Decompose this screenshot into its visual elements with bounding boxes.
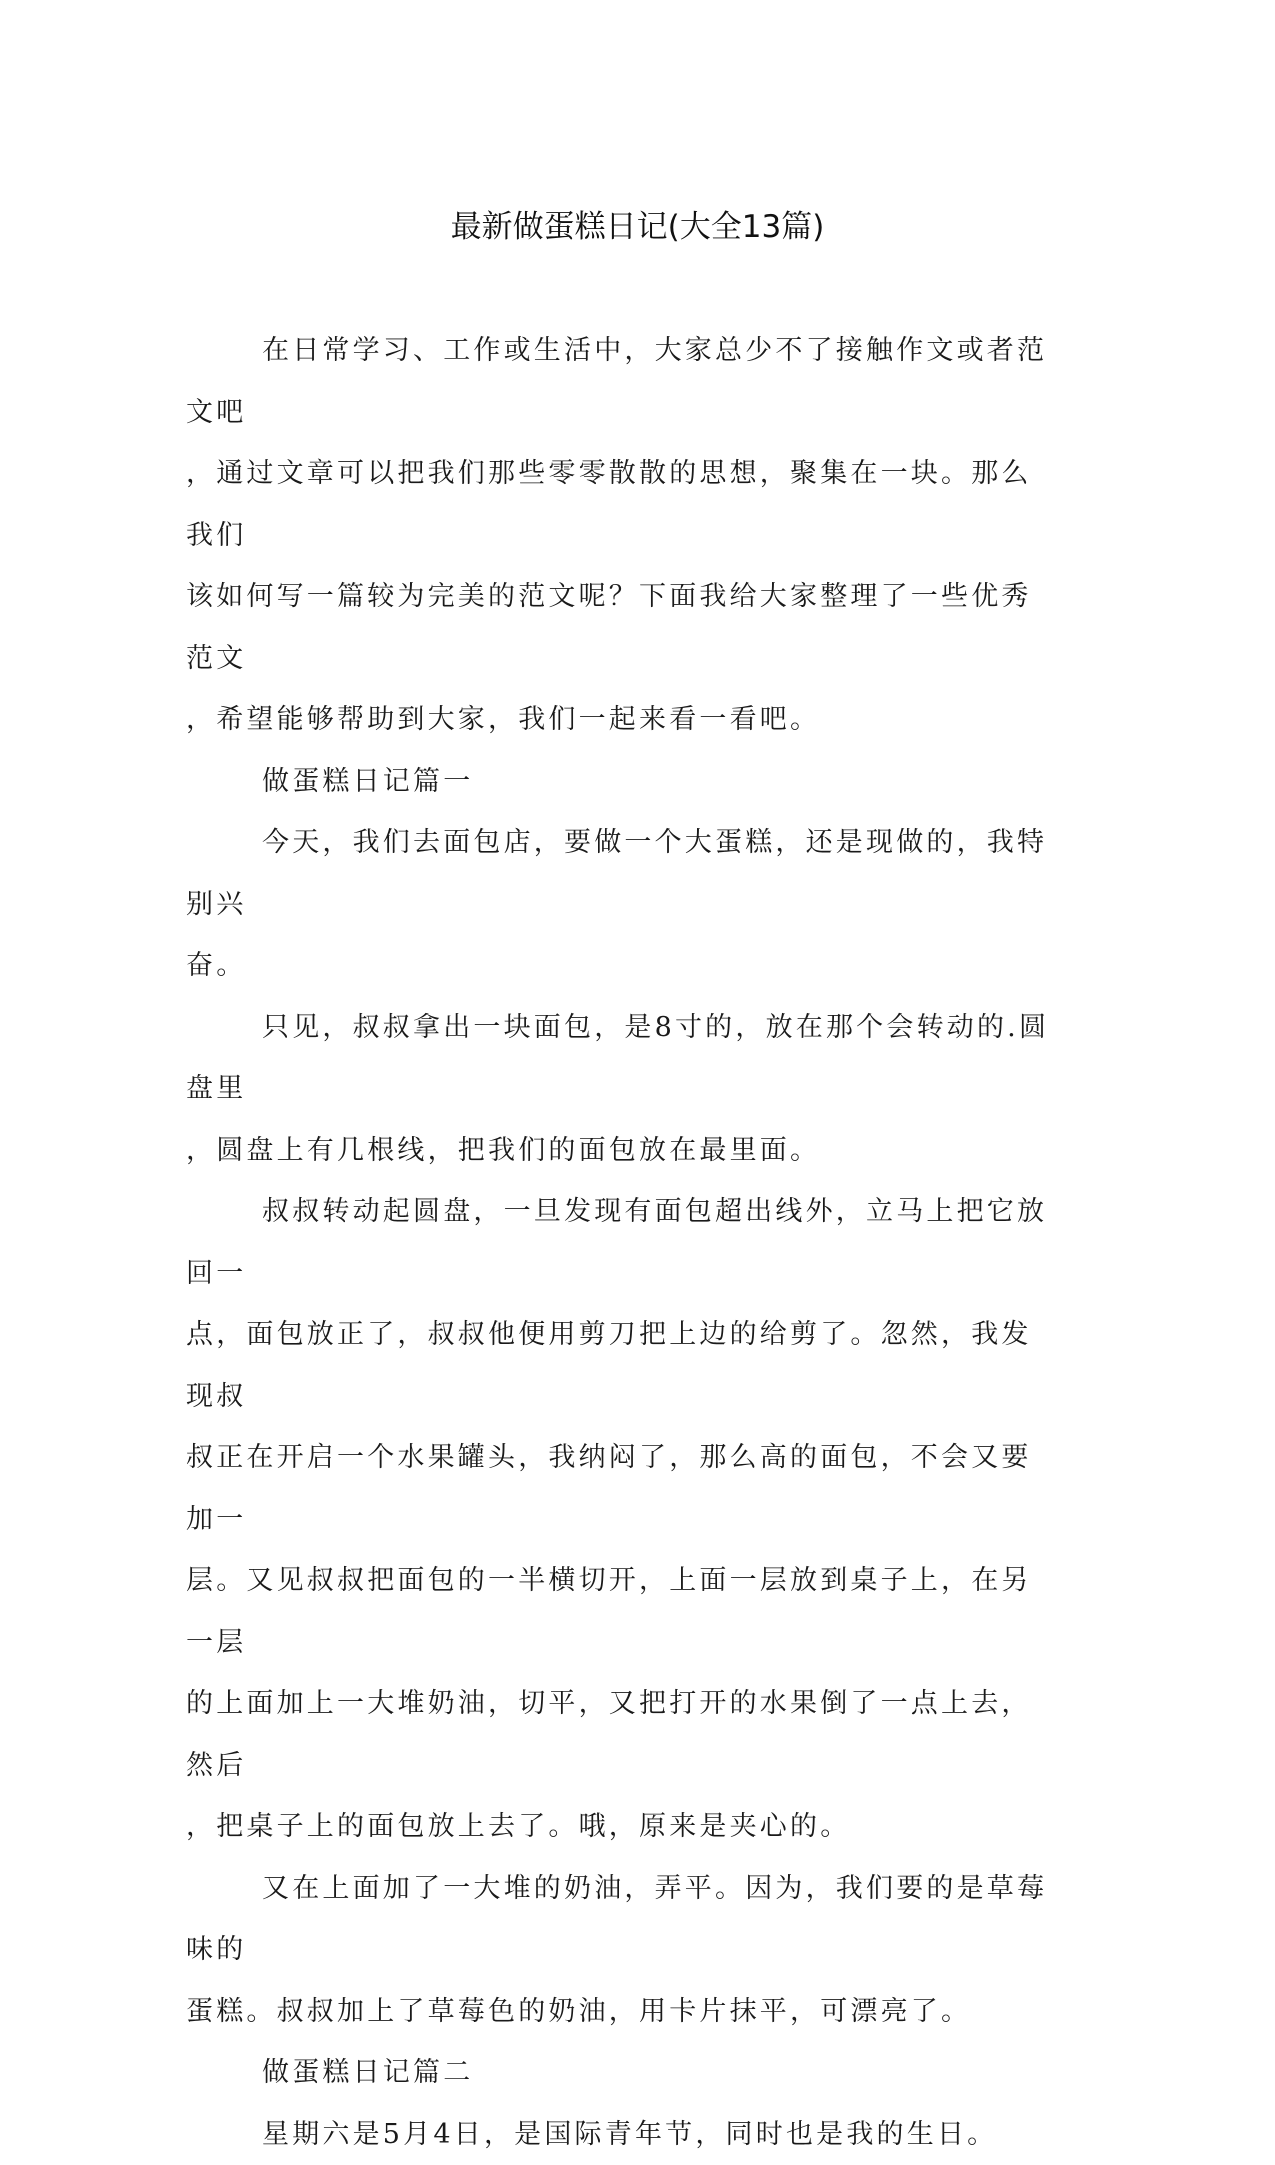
text-line: 层。又见叔叔把面包的一半横切开，上面一层放到桌子上，在另一层: [186, 1550, 1054, 1673]
text-line: 的上面加上一大堆奶油，切平，又把打开的水果倒了一点上去，然后: [186, 1673, 1054, 1796]
text-line: 星期六是5月4日，是国际青年节，同时也是我的生日。: [186, 2104, 1054, 2165]
text-line: 只见，叔叔拿出一块面包，是8寸的，放在那个会转动的.圆盘里: [186, 997, 1054, 1120]
document-title: 最新做蛋糕日记(大全13篇): [0, 205, 1275, 249]
text-line: 今天，我们去面包店，要做一个大蛋糕，还是现做的，我特别兴: [186, 812, 1054, 935]
text-line: 奋。: [186, 935, 1054, 997]
text-line: 叔叔转动起圆盘，一旦发现有面包超出线外，立马上把它放回一: [186, 1181, 1054, 1304]
text-line: 在日常学习、工作或生活中，大家总少不了接触作文或者范文吧: [186, 320, 1054, 443]
document-body: [186, 320, 1054, 2165]
text-line: ，把桌子上的面包放上去了。哦，原来是夹心的。: [186, 1796, 1054, 1858]
text-line: 蛋糕。叔叔加上了草莓色的奶油，用卡片抹平，可漂亮了。: [186, 1981, 1054, 2043]
text-line: ，圆盘上有几根线，把我们的面包放在最里面。: [186, 1120, 1054, 1182]
section-heading: 做蛋糕日记篇一: [186, 751, 1054, 813]
text-line: ，通过文章可以把我们那些零零散散的思想，聚集在一块。那么我们: [186, 443, 1054, 566]
text-line: ，希望能够帮助到大家，我们一起来看一看吧。: [186, 689, 1054, 751]
text-line: 点，面包放正了，叔叔他便用剪刀把上边的给剪了。忽然，我发现叔: [186, 1304, 1054, 1427]
text-line: 该如何写一篇较为完美的范文呢？下面我给大家整理了一些优秀范文: [186, 566, 1054, 689]
text-line: 又在上面加了一大堆的奶油，弄平。因为，我们要的是草莓味的: [186, 1858, 1054, 1981]
section-heading: 做蛋糕日记篇二: [186, 2042, 1054, 2104]
text-line: 叔正在开启一个水果罐头，我纳闷了，那么高的面包，不会又要加一: [186, 1427, 1054, 1550]
